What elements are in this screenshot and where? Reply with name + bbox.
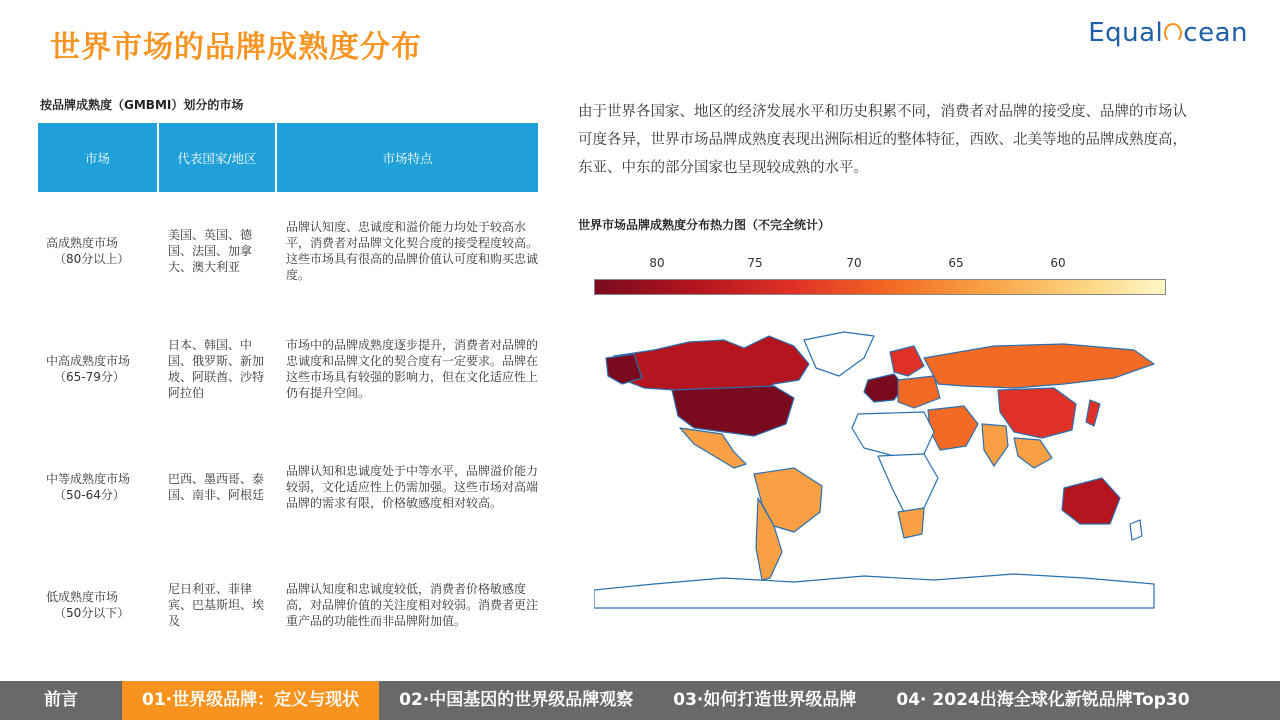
table-row: [38, 310, 538, 428]
market-name: 中等成熟度市场: [46, 472, 131, 486]
region-scandinavia: [890, 346, 924, 376]
market-range: （50-64分）: [54, 488, 125, 502]
region-new-zealand: [1130, 520, 1142, 540]
region-middle-east: [928, 406, 978, 450]
colorbar-gradient: [594, 279, 1166, 295]
region-india: [982, 424, 1008, 466]
region-greenland: [804, 332, 874, 376]
nav-tab-02[interactable]: 02·中国基因的世界级品牌观察: [399, 690, 634, 710]
market-name: 中高成熟度市场: [46, 354, 131, 368]
market-range: （80分以上）: [54, 252, 130, 266]
table-caption: 按品牌成熟度（GMBMI）划分的市场: [40, 98, 244, 112]
countries-cell: 日本、韩国、中国、俄罗斯、新加坡、阿联酋、沙特阿拉伯: [168, 338, 265, 400]
countries-cell: 美国、英国、德国、法国、加拿大、澳大利亚: [168, 228, 253, 274]
logo-text-part1: Equal: [1088, 18, 1164, 48]
market-range: （50分以下）: [54, 606, 130, 620]
header-features: 市场特点: [276, 123, 538, 192]
region-canada: [614, 336, 809, 394]
features-cell: 品牌认知度和忠诚度较低，消费者价格敏感度高，对品牌价值的关注度相对较弱。消费者更注重产品的功能性而非品牌附加值。: [286, 582, 539, 628]
region-china: [998, 388, 1076, 438]
market-range: （65-79分）: [54, 370, 125, 384]
world-heatmap: [594, 328, 1156, 612]
features-cell: 品牌认知度、忠诚度和溢价能力均处于较高水平，消费者对品牌文化契合度的接受程度较高。这些市场具有很高的品牌价值认可度和购买忠诚度。: [286, 220, 539, 282]
nav-tab-04[interactable]: 04· 2024出海全球化新锐品牌Top30: [896, 690, 1190, 710]
countries-cell: 巴西、墨西哥、泰国、南非、阿根廷: [168, 472, 265, 502]
market-cell: [38, 428, 158, 546]
region-australia: [1062, 478, 1120, 524]
region-usa: [672, 386, 794, 436]
logo-text-part2: cean: [1183, 18, 1248, 48]
market-cell: [38, 192, 158, 310]
header-market: 市场: [38, 123, 158, 192]
nav-tab-03[interactable]: 03·如何打造世界级品牌: [673, 690, 857, 710]
table-row: [38, 546, 538, 664]
colorbar-tick: 75: [747, 256, 763, 270]
region-antarctica: [594, 574, 1154, 608]
nav-tab-preface[interactable]: 前言: [44, 690, 78, 710]
region-africa-north: [852, 412, 934, 456]
intro-paragraph: 由于世界各国家、地区的经济发展水平和历史积累不同，消费者对品牌的接受度、品牌的市场认可度各异，世界市场品牌成熟度表现出洲际相近的整体特征，西欧、北美等地的品牌成熟度高，东亚、中东的部分国家也呈现较成熟的水平。: [578, 104, 1187, 176]
equalocean-logo: [1088, 18, 1248, 48]
table-header-row: [38, 123, 538, 192]
features-cell: 市场中的品牌成熟度逐步提升，消费者对品牌的忠诚度和品牌文化的契合度有一定要求。品牌在这些市场具有较强的影响力，但在文化适应性上仍有提升空间。: [286, 338, 539, 400]
nav-tab-01[interactable]: 01·世界级品牌：定义与现状: [122, 681, 379, 720]
header-countries: 代表国家/地区: [158, 123, 276, 192]
region-south-africa: [898, 508, 924, 538]
bottom-navigation: [0, 681, 1280, 720]
colorbar-tick: 80: [649, 256, 665, 270]
market-table: [38, 123, 538, 664]
colorbar-tick: 60: [1050, 256, 1066, 270]
market-name: 高成熟度市场: [46, 236, 119, 250]
page-title: 世界市场的品牌成熟度分布: [50, 30, 422, 65]
logo-o-icon: [1164, 23, 1182, 43]
features-cell: 品牌认知和忠诚度处于中等水平，品牌溢价能力较弱，文化适应性上仍需加强。这些市场对高端品牌的需求有限，价格敏感度相对较高。: [286, 464, 539, 510]
market-cell: [38, 546, 158, 664]
region-europe-east: [898, 376, 940, 408]
colorbar-tick: 70: [846, 256, 862, 270]
table-row: [38, 428, 538, 546]
region-africa-central: [878, 454, 938, 512]
colorbar: [594, 256, 1168, 298]
market-cell: [38, 310, 158, 428]
countries-cell: 尼日利亚、菲律宾、巴基斯坦、埃及: [168, 582, 265, 628]
map-title: 世界市场品牌成熟度分布热力图（不完全统计）: [578, 218, 831, 232]
region-russia: [924, 344, 1154, 388]
table-row: [38, 192, 538, 310]
market-name: 低成熟度市场: [46, 590, 119, 604]
colorbar-tick: 65: [948, 256, 964, 270]
region-japan: [1086, 400, 1100, 426]
region-se-asia: [1014, 438, 1052, 468]
